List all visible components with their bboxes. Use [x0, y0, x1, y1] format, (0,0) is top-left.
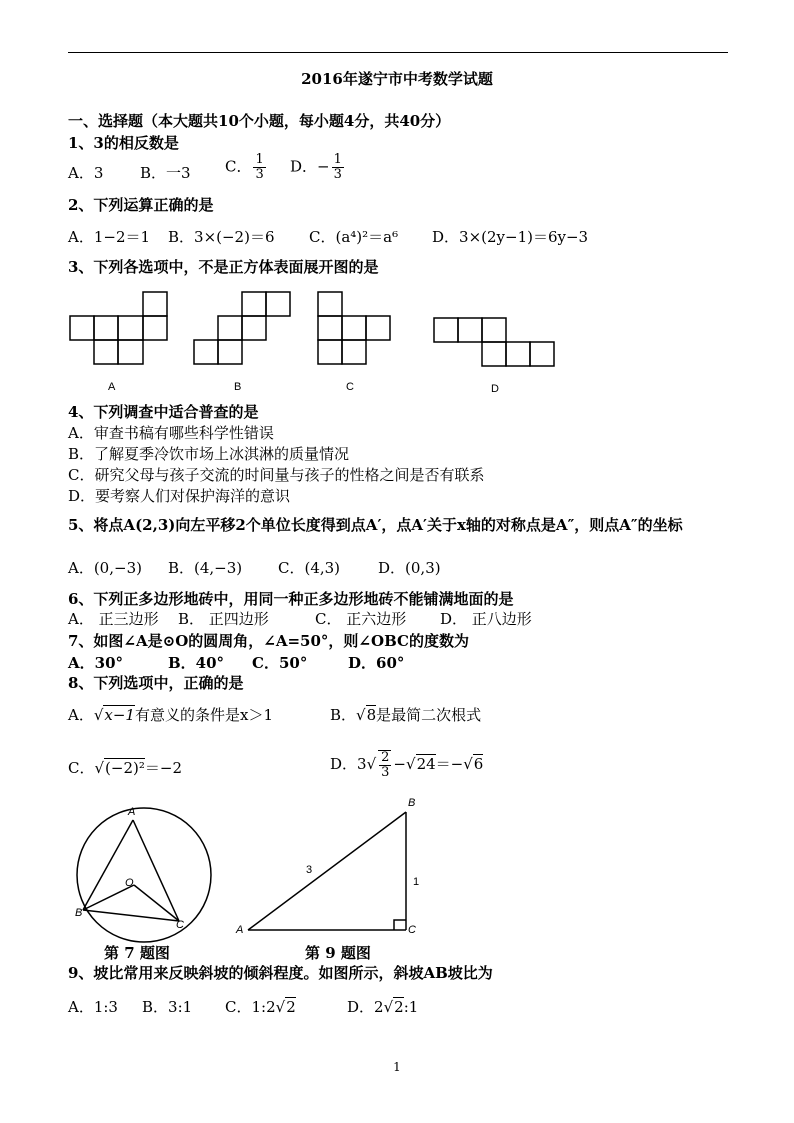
fig7-label-a: A [128, 806, 136, 818]
q4-option-d: D．要考察人们对保护海洋的意识 [68, 487, 291, 505]
q8-option-c: C．√(−2)²＝−2 [68, 759, 183, 777]
net-label-a: A [108, 381, 116, 393]
q7-option-a: A．30° [68, 654, 124, 672]
fig9-hypotenuse-label: 3 [306, 864, 313, 876]
q5-stem: 5、将点A(2,3)向左平移2个单位长度得到点A′，点A′关于x轴的对称点是A″，则点A″的坐标 [68, 516, 683, 534]
fig9-caption: 第 9 题图 [305, 944, 371, 962]
fraction: $\frac{1}{3}$ [255, 152, 264, 182]
fig9-label-b: B [408, 797, 416, 809]
q8-stem: 8、下列选项中，正确的是 [68, 674, 244, 692]
q1-option-a: A．3 [68, 164, 104, 182]
q9-option-d: D．2√2:1 [347, 998, 419, 1016]
fig7-caption: 第 7 题图 [104, 944, 170, 962]
fraction: $\frac{1}{3}$ [333, 152, 342, 182]
q6-option-d: D． 正八边形 [440, 610, 532, 628]
q2-stem: 2、下列运算正确的是 [68, 196, 214, 214]
q4-stem: 4、下列调查中适合普查的是 [68, 403, 259, 421]
fraction: $\frac{2}{3}$ [378, 750, 391, 780]
cube-net-c [318, 292, 418, 368]
cube-net-b [194, 292, 294, 368]
net-label-b: B [234, 381, 242, 393]
q2-option-b: B．3×(−2)＝6 [168, 228, 275, 246]
fig7-label-b: B [75, 907, 83, 919]
q5-option-d: D．(0,3) [378, 559, 441, 577]
q6-option-c: C． 正六边形 [315, 610, 407, 628]
figure-7-circle-diagram [66, 800, 226, 940]
q5-option-c: C．(4,3) [278, 559, 341, 577]
q7-stem: 7、如图∠A是⊙O的圆周角，∠A=50°，则∠OBC的度数为 [68, 632, 469, 650]
q2-option-a: A．1−2＝1 [68, 228, 151, 246]
q4-option-c: C．研究父母与孩子交流的时间量与孩子的性格之间是否有联系 [68, 466, 485, 484]
q1-stem: 1、3的相反数是 [68, 134, 179, 152]
q6-option-a: A． 正三边形 [68, 610, 159, 628]
q9-option-a: A．1:3 [68, 998, 118, 1016]
q4-option-b: B．了解夏季冷饮市场上冰淇淋的质量情况 [68, 445, 350, 463]
fig7-label-c: C [176, 919, 184, 931]
q8-option-b: B．√8是最简二次根式 [330, 706, 482, 724]
q5-option-b: B．(4,−3) [168, 559, 243, 577]
q7-option-d: D．60° [348, 654, 405, 672]
q3-stem: 3、下列各选项中，不是正方体表面展开图的是 [68, 258, 379, 276]
q9-option-b: B．3:1 [142, 998, 193, 1016]
section-heading: 一、选择题（本大题共10个小题，每小题4分，共40分） [68, 112, 451, 130]
q2-option-d: D．3×(2y−1)＝6y−3 [432, 228, 589, 246]
q4-option-a: A．审查书稿有哪些科学性错误 [68, 424, 274, 442]
cube-net-a [70, 292, 170, 368]
q8-option-d: D．3√ $\frac{2}{3}$ −√24＝−√6 [330, 750, 484, 780]
q6-option-b: B． 正四边形 [178, 610, 269, 628]
q5-option-a: A．(0,−3) [68, 559, 142, 577]
q8-option-a: A．√x−1有意义的条件是x＞1 [68, 706, 273, 724]
header-rule [68, 52, 728, 53]
q9-stem: 9、坡比常用来反映斜坡的倾斜程度。如图所示，斜坡AB坡比为 [68, 964, 493, 982]
q7-option-b: B．40° [168, 654, 225, 672]
q1-option-b: B．一3 [140, 164, 191, 182]
q1-option-d: D．− $\frac{1}{3}$ [290, 152, 342, 182]
fig9-label-c: C [408, 924, 416, 936]
q7-option-c: C．50° [252, 654, 308, 672]
page-title: 2016年遂宁市中考数学试题 [301, 70, 493, 88]
net-label-c: C [346, 381, 354, 393]
page-number: 1 [393, 1060, 401, 1074]
q6-stem: 6、下列正多边形地砖中，用同一种正多边形地砖不能铺满地面的是 [68, 590, 514, 608]
figure-9-slope-triangle [240, 800, 420, 940]
q9-option-c: C．1:2√2 [225, 998, 296, 1016]
q2-option-c: C．(a⁴)²＝a⁶ [309, 228, 399, 246]
fig9-label-a: A [236, 924, 244, 936]
q1-option-c: C． $\frac{1}{3}$ [225, 152, 264, 182]
fig9-leg-label: 1 [413, 876, 420, 888]
fig7-label-o: O [125, 877, 134, 889]
net-label-d: D [491, 383, 499, 395]
cube-net-d [434, 318, 554, 370]
